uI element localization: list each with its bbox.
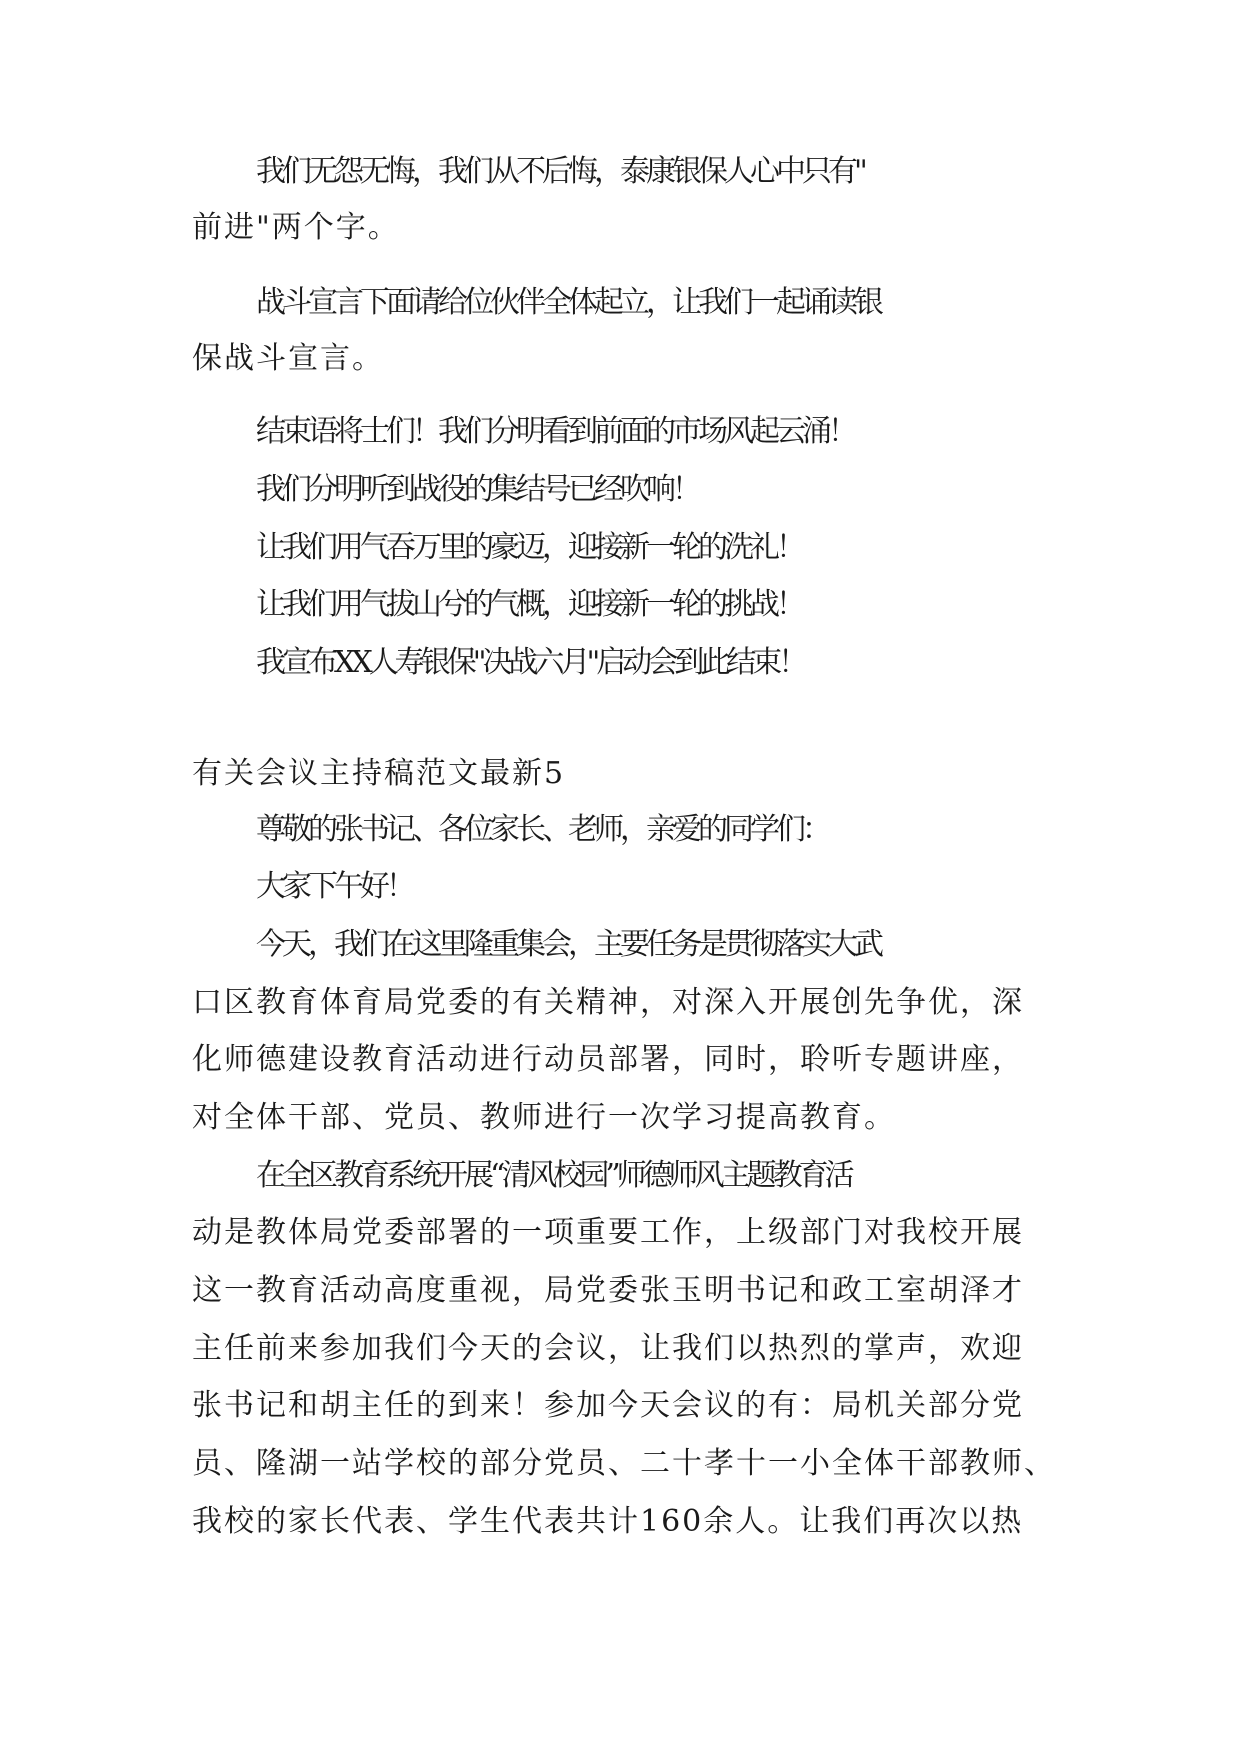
text-line: 让我们用气吞万里的豪迈，迎接新一轮的洗礼！ — [256, 530, 802, 565]
text-line: 我校的家长代表、学生代表共计160余人。让我们再次以热 — [192, 1504, 1024, 1539]
text-line: 尊敬的张书记、各位家长、老师，亲爱的同学们： — [256, 812, 828, 847]
text-line: 让我们用气拔山兮的气概，迎接新一轮的挑战！ — [256, 587, 802, 622]
text-line: 化师德建设教育活动进行动员部署，同时，聆听专题讲座， — [192, 1042, 1024, 1077]
section-heading: 有关会议主持稿范文最新5 — [192, 756, 566, 791]
text-line: 在全区教育系统开展“清风校园”师德师风主题教育活 — [256, 1158, 851, 1193]
text-line: 我宣布XX人寿银保"决战六月"启动会到此结束！ — [256, 645, 805, 680]
text-line: 我们分明听到战役的集结号已经吹响！ — [256, 472, 698, 507]
text-line: 我们无怨无悔，我们从不后悔，泰康银保人心中只有" — [256, 154, 864, 189]
text-line: 张书记和胡主任的到来！参加今天会议的有：局机关部分党 — [192, 1388, 1024, 1423]
text-line: 大家下午好！ — [256, 869, 412, 904]
text-line: 战斗宣言下面请给位伙伴全体起立，让我们一起诵读银 — [256, 285, 880, 320]
text-line: 前进"两个字。 — [192, 210, 400, 245]
text-line: 动是教体局党委部署的一项重要工作，上级部门对我校开展 — [192, 1215, 1024, 1250]
text-line: 今天，我们在这里隆重集会，主要任务是贯彻落实大武 — [256, 927, 880, 962]
text-line: 这一教育活动高度重视，局党委张玉明书记和政工室胡泽才 — [192, 1273, 1024, 1308]
text-line: 员、隆湖一站学校的部分党员、二十孝十一小全体干部教师、 — [192, 1446, 1056, 1481]
text-line: 对全体干部、党员、教师进行一次学习提高教育。 — [192, 1100, 896, 1135]
text-line: 主任前来参加我们今天的会议，让我们以热烈的掌声，欢迎 — [192, 1331, 1024, 1366]
text-line: 口区教育体育局党委的有关精神，对深入开展创先争优，深 — [192, 985, 1024, 1020]
text-line: 保战斗宣言。 — [192, 341, 384, 376]
text-line: 结束语将士们！我们分明看到前面的市场风起云涌！ — [256, 414, 854, 449]
